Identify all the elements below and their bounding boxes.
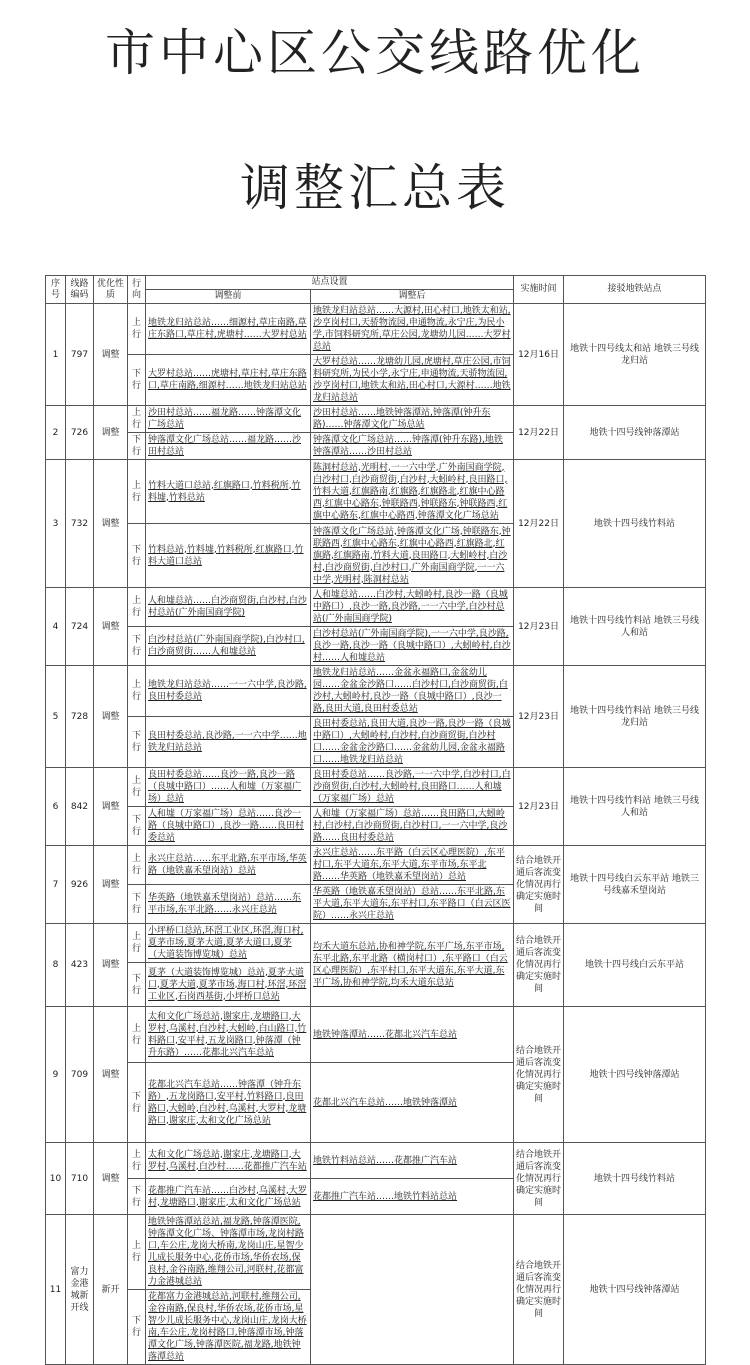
- cell-direction: 上行: [128, 460, 146, 524]
- cell-direction: 上行: [128, 304, 146, 355]
- table-body: [46, 304, 706, 1365]
- cell-before: 良田村委总站……良沙一路,良沙一路（良城中路口）……人和墟（万家福广场）总站: [146, 768, 311, 807]
- table-row: [46, 1143, 706, 1179]
- cell-after: 永兴庄总站……东平路（白云区心理医院）,东平村口,东平大道东,东平大道,东平市场,东平北路……华英路（地铁嘉禾望岗站）总站: [311, 846, 514, 885]
- cell-seq: 1: [46, 304, 66, 406]
- cell-time: 结合地铁开通后客流变化情况再行确定实施时间: [514, 846, 564, 924]
- cell-metro: 地铁十四号线竹料站 地铁三号线人和站: [564, 768, 706, 846]
- cell-seq: 6: [46, 768, 66, 846]
- cell-nature: 调整: [94, 846, 128, 924]
- cell-after: 钟落潭文化广场总站……钟落潭(钟升东路),地铁钟落潭站……沙田村总站: [311, 433, 514, 460]
- header-stops: 站点设置: [146, 276, 514, 290]
- table-row: [46, 588, 706, 627]
- table-row: [46, 304, 706, 355]
- cell-after: 陈洞村总站,光明村,一一六中学,广外南国商学院,白沙村口,白沙商贸街,白沙村,大蚓岭村,良田路口,竹料大道,红旗路南,红旗路,红旗路北,红旗中心路西,红旗中心路东,钟联路西,钟联路东,钟联路西,红旗中心路东,红旗中心路西,钟落潭文化广场总站: [311, 460, 514, 524]
- cell-after: 地铁竹料站总站……花都推广汽车站: [311, 1143, 514, 1179]
- cell-before: 地铁龙归站总站……细源村,草庄南路,草庄东路口,草庄村,虎塘村……大罗村总站: [146, 304, 311, 355]
- cell-code: 926: [66, 846, 94, 924]
- cell-nature: 调整: [94, 1007, 128, 1143]
- cell-direction: 上行: [128, 768, 146, 807]
- cell-after: 花都推广汽车站……地铁竹料站总站: [311, 1179, 514, 1215]
- cell-direction: 下行: [128, 717, 146, 768]
- cell-before: 华英路（地铁嘉禾望岗站）总站……东平市场,东平北路……永兴庄总站: [146, 885, 311, 924]
- cell-after: 人和墟总站……白沙村,大蚓岭村,良沙一路（良城中路口）,良沙一路,良沙路,一一六中学,白沙村总站(广外南国商学院): [311, 588, 514, 627]
- cell-before: 花都推广汽车站……白沙村,乌溪村,大罗村,龙塘路口,谢家庄,太和文化广场总站: [146, 1179, 311, 1215]
- cell-metro: 地铁十四号线钟落潭站: [564, 1007, 706, 1143]
- route-table: [45, 275, 706, 1365]
- cell-code: 423: [66, 924, 94, 1007]
- cell-time: 12月23日: [514, 666, 564, 768]
- cell-before: 太和文化广场总站,谢家庄,龙塘路口,大罗村,乌溪村,白沙村……花都推广汽车站: [146, 1143, 311, 1179]
- cell-seq: 7: [46, 846, 66, 924]
- cell-before: 太和文化广场总站,谢家庄,龙塘路口,大罗村,乌溪村,白沙村,大蚓岭,白山路口,竹料路口,安平村,五龙岗路口,钟落潭（钟升东路）……花都北兴汽车总站: [146, 1007, 311, 1063]
- cell-direction: 下行: [128, 355, 146, 406]
- cell-metro: 地铁十四号线钟落潭站: [564, 1215, 706, 1365]
- cell-before: 人和墟（万家福广场）总站……良沙一路（良城中路口）,良沙一路……良田村委总站: [146, 807, 311, 846]
- cell-direction: 上行: [128, 666, 146, 717]
- cell-time: 12月22日: [514, 406, 564, 460]
- cell-direction: 下行: [128, 627, 146, 666]
- cell-nature: 调整: [94, 1143, 128, 1215]
- cell-direction: 下行: [128, 524, 146, 588]
- cell-seq: 3: [46, 460, 66, 588]
- cell-before: 永兴庄总站……东平北路,东平市场,华英路（地铁嘉禾望岗站）总站: [146, 846, 311, 885]
- cell-direction: 上行: [128, 588, 146, 627]
- cell-before: 竹料总站,竹料墟,竹料税所,红旗路口,竹料大道口总站: [146, 524, 311, 588]
- table-row: [46, 1007, 706, 1063]
- cell-after: 沙田村总站……地铁钟落潭站,钟落潭(钟升东路)……钟落潭文化广场总站: [311, 406, 514, 433]
- header-time: 实施时间: [514, 276, 564, 304]
- table-row: [46, 768, 706, 807]
- cell-code: 富力金港城新开线: [66, 1215, 94, 1365]
- header-metro: 接驳地铁站点: [564, 276, 706, 304]
- cell-code: 797: [66, 304, 94, 406]
- cell-before: 竹料大道口总站,红旗路口,竹料税所,竹料墟,竹料总站: [146, 460, 311, 524]
- cell-time: 结合地铁开通后客流变化情况再行确定实施时间: [514, 1143, 564, 1215]
- cell-time: 结合地铁开通后客流变化情况再行确定实施时间: [514, 1215, 564, 1365]
- cell-before: 大罗村总站……虎塘村,草庄村,草庄东路口,草庄南路,细源村……地铁龙归站总站: [146, 355, 311, 406]
- cell-direction: 下行: [128, 885, 146, 924]
- cell-nature: 调整: [94, 460, 128, 588]
- cell-seq: 8: [46, 924, 66, 1007]
- cell-after: 华英路（地铁嘉禾望岗站）总站……东平北路,东平大道,东平大道东,东平村口,东平路口（白云区医院）……永兴庄总站: [311, 885, 514, 924]
- cell-after: 地铁龙归站总站……金盆永福路口,金盆幼儿园……金盆金沙路口……白沙村口,白沙商贸街,白沙村,大蚓岭村,良沙一路（良城中路口）,良沙一路,良田大道,良田村委总站: [311, 666, 514, 717]
- table-row: [46, 406, 706, 433]
- cell-code: 710: [66, 1143, 94, 1215]
- cell-metro: 地铁十四号线太和站 地铁三号线龙归站: [564, 304, 706, 406]
- cell-before: 钟落潭文化广场总站……福龙路……沙田村总站: [146, 433, 311, 460]
- cell-before: 地铁钟落潭站总站,福龙路,钟落潭医院,钟落潭文化广场、钟落潭市场,龙岗村路口,车公庄,龙岗大桥南,龙岗山庄,星智少儿成长服务中心,花侨市场,华侨农场,保良村,金谷南路,维翔公司,河联村,花都富力金港城总站: [146, 1215, 311, 1290]
- cell-code: 724: [66, 588, 94, 666]
- cell-direction: 上行: [128, 846, 146, 885]
- cell-after: 地铁钟落潭站……花都北兴汽车总站: [311, 1007, 514, 1063]
- cell-before: 人和墟总站……白沙商贸街,白沙村,白沙村总站(广外南国商学院): [146, 588, 311, 627]
- cell-seq: 9: [46, 1007, 66, 1143]
- cell-metro: 地铁十四号线竹料站 地铁三号线龙归站: [564, 666, 706, 768]
- cell-direction: 上行: [128, 1215, 146, 1290]
- cell-nature: 调整: [94, 406, 128, 460]
- cell-time: 结合地铁开通后客流变化情况再行确定实施时间: [514, 924, 564, 1007]
- cell-direction: 上行: [128, 1143, 146, 1179]
- cell-direction: 上行: [128, 406, 146, 433]
- cell-metro: 地铁十四号线竹料站: [564, 460, 706, 588]
- header-seq: 序号: [46, 276, 66, 304]
- header-nature: 优化性质: [94, 276, 128, 304]
- cell-nature: 调整: [94, 588, 128, 666]
- header-code: 线路编码: [66, 276, 94, 304]
- header-after: 调整后: [311, 290, 514, 304]
- header-before: 调整前: [146, 290, 311, 304]
- cell-before: 小坪桥口总站,环滘工业区,环滘,海口村,夏茅市场,夏茅大道,夏茅大道口,夏茅（大道装饰博览城）总站: [146, 924, 311, 963]
- cell-after: 大罗村总站……龙塘幼儿园,虎塘村,草庄公园,市饲料研究所,为民小学,永宁庄,申通物流,天骄物流园,沙亨岗村口,地铁太和站,田心村口,大源村……地铁龙归站总站: [311, 355, 514, 406]
- header-direction: 行向: [128, 276, 146, 304]
- cell-before: 良田村委总站,良沙路,一一六中学……地铁龙归站总站: [146, 717, 311, 768]
- cell-time: 结合地铁开通后客流变化情况再行确定实施时间: [514, 1007, 564, 1143]
- cell-metro: 地铁十四号线白云东平站: [564, 924, 706, 1007]
- cell-before: 花都富力金港城总站,河联村,维翔公司,金谷南路,保良村,华侨农场,花侨市场,星智少儿成长服务中心,龙岗山庄,龙岗大桥南,车公庄,龙岗村路口,钟落潭市场,钟落潭文化广场,钟落潭医院,福龙路,地铁钟落潭总站: [146, 1290, 311, 1365]
- cell-after: 人和墟（万家福广场）总站……良田路口,大蚓岭村,白沙村,白沙商贸街,白沙村口,一一六中学,良沙路……良田村委总站: [311, 807, 514, 846]
- cell-seq: 10: [46, 1143, 66, 1215]
- cell-after: 白沙村总站(广外南国商学院),一一六中学,良沙路,良沙一路,良沙一路（良城中路口）,大蚓岭村,白沙村……人和墟总站: [311, 627, 514, 666]
- page-title-line1: 市中心区公交线路优化: [105, 24, 645, 82]
- cell-nature: 调整: [94, 304, 128, 406]
- cell-code: 726: [66, 406, 94, 460]
- cell-time: 12月23日: [514, 588, 564, 666]
- cell-nature: 调整: [94, 666, 128, 768]
- cell-metro: 地铁十四号线竹料站: [564, 1143, 706, 1215]
- cell-direction: 下行: [128, 1179, 146, 1215]
- cell-after: 良田村委总站……良沙路,一一六中学,白沙村口,白沙商贸街,白沙村,大蚓岭村,良田路口……人和墟（万家福广场）总站: [311, 768, 514, 807]
- cell-direction: 上行: [128, 924, 146, 963]
- cell-code: 709: [66, 1007, 94, 1143]
- table-row: [46, 460, 706, 524]
- cell-after: 钟落潭文化广场总站,钟落潭文化广场,钟联路东,钟联路西,红旗中心路东,红旗中心路西,红旗路北,红旗路,红旗路南,竹料大道,良田路口,大蚓岭村,白沙村,白沙商贸街,白沙村口,广外南国商学院,一一六中学,光明村,陈洞村总站: [311, 524, 514, 588]
- cell-before: 沙田村总站……福龙路……钟落潭文化广场总站: [146, 406, 311, 433]
- cell-direction: 下行: [128, 963, 146, 1007]
- cell-direction: 上行: [128, 1007, 146, 1063]
- page-title-line2: 调整汇总表: [240, 159, 510, 217]
- cell-nature: 调整: [94, 768, 128, 846]
- cell-before: 地铁龙归站总站……一一六中学,良沙路,良田村委总站: [146, 666, 311, 717]
- cell-after: 均禾大道东总站,协和神学院,东平广场,东平市场,东平北路,东平北路（横岗村口）,东平路口（白云区心理医院）,东平村口,东平大道东,东平大道,东平广场,协和神学院,均禾大道东总站: [311, 924, 514, 1007]
- cell-code: 728: [66, 666, 94, 768]
- cell-after: 花都北兴汽车总站……地铁钟落潭站: [311, 1063, 514, 1143]
- cell-time: 12月23日: [514, 768, 564, 846]
- cell-nature: 新开: [94, 1215, 128, 1365]
- cell-before: 夏茅（大道装饰博览城）总站,夏茅大道口,夏茅大道,夏茅市场,海口村,环滘,环滘工业区,石岗西基街,小坪桥口总站: [146, 963, 311, 1007]
- cell-direction: 下行: [128, 1290, 146, 1365]
- cell-after: 地铁龙归站总站……大源村,田心村口,地铁太和站,沙亨岗村口,天骄物流园,申通物流,永宁庄,为民小学,市饲料研究所,草庄公园,龙塘幼儿园……大罗村总站: [311, 304, 514, 355]
- cell-direction: 下行: [128, 1063, 146, 1143]
- cell-direction: 下行: [128, 807, 146, 846]
- cell-after-empty: [311, 1215, 514, 1365]
- table-row: [46, 924, 706, 963]
- cell-before: 白沙村总站(广外南国商学院),白沙村口,白沙商贸街……人和墟总站: [146, 627, 311, 666]
- table-row: [46, 846, 706, 885]
- cell-seq: 5: [46, 666, 66, 768]
- cell-before: 花都北兴汽车总站……钟落潭（钟升东路）,五龙岗路口,安平村,竹料路口,良田路口,大蚓岭,白沙村,乌溪村,大罗村,龙塘路口,谢家庄,太和文化广场总站: [146, 1063, 311, 1143]
- header-row: [46, 276, 706, 290]
- cell-time: 12月22日: [514, 460, 564, 588]
- cell-seq: 4: [46, 588, 66, 666]
- table-row: [46, 666, 706, 717]
- cell-metro: 地铁十四号线白云东平站 地铁三号线嘉禾望岗站: [564, 846, 706, 924]
- cell-metro: 地铁十四号线竹料站 地铁三号线人和站: [564, 588, 706, 666]
- cell-seq: 11: [46, 1215, 66, 1365]
- cell-nature: 调整: [94, 924, 128, 1007]
- cell-time: 12月16日: [514, 304, 564, 406]
- cell-direction: 下行: [128, 433, 146, 460]
- cell-metro: 地铁十四号线钟落潭站: [564, 406, 706, 460]
- cell-seq: 2: [46, 406, 66, 460]
- cell-after: 良田村委总站,良田大道,良沙一路,良沙一路（良城中路口）,大蚓岭村,白沙村,白沙商贸街,白沙村口……金盆金沙路口……金盆幼儿园,金盆永福路口……地铁龙归站总站: [311, 717, 514, 768]
- cell-code: 732: [66, 460, 94, 588]
- cell-code: 842: [66, 768, 94, 846]
- table-row: [46, 1215, 706, 1290]
